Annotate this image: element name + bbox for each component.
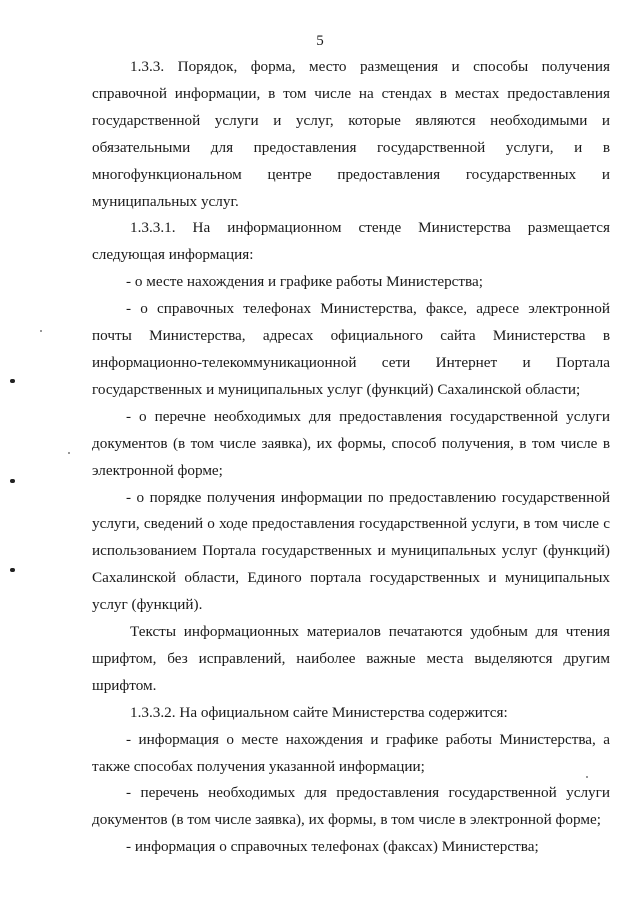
list-item-documents: - о перечне необходимых для предоставления государственной услуги документов (в том числе заявка), их формы, способ получения, в том числе в электронной форме; xyxy=(92,407,610,479)
list-item-site-documents: - перечень необходимых для предоставления государственной услуги документов (в том числе заявка), их формы, в том числе в электронной форме; xyxy=(92,784,610,829)
list-item-site-phones: - информация о справочных телефонах (факсах) Министерства; xyxy=(126,838,539,856)
scan-speck xyxy=(586,776,588,778)
paragraph-1-3-3-2: 1.3.3.2. На официальном сайте Министерства содержится: xyxy=(130,703,508,721)
scan-speck xyxy=(68,452,70,454)
scan-speck xyxy=(40,330,42,332)
page-number: 5 xyxy=(316,33,324,49)
list-item-phones: - о справочных телефонах Министерства, факсе, адресе электронной почты Министерства, адресах официального сайта Министерства в информационно-телекоммуникационной сети Интернет и Портала государственных и муниципальных услуг (функций) Сахалинской области; xyxy=(92,300,610,398)
paragraph-1-3-3: 1.3.3. Порядок, форма, место размещения и способы получения справочной информации, в том числе на стендах в местах предоставления государственной услуги и услуг, которые являются необходимыми и обязательными для предоставления государственной услуги, и в многофункциональном центре предоставления государственных и муниципальных услуг. xyxy=(92,58,610,210)
scan-mark xyxy=(10,479,15,483)
document-body xyxy=(92,54,610,861)
list-item-site-location: - информация о месте нахождения и графике работы Министерства, а также способах получения указанной информации; xyxy=(92,730,610,775)
paragraph-texts-note: Тексты информационных материалов печатаются удобным для чтения шрифтом, без исправлений, наиболее важные места выделяются другим шрифтом. xyxy=(92,623,610,694)
list-item-procedure: - о порядке получения информации по предоставлению государственной услуги, сведений о ходе предоставления государственной услуги, в том числе с использованием Портала государственных и муниципальных услуг (функций) Сахалинской области, Единого портала государственных и муниципальных услуг (функций). xyxy=(92,488,610,614)
scan-mark xyxy=(10,379,15,383)
list-item-location: - о месте нахождения и графике работы Министерства; xyxy=(126,273,483,291)
paragraph-1-3-3-1: 1.3.3.1. На информационном стенде Министерства размещается следующая информация: xyxy=(92,219,610,264)
scan-mark xyxy=(10,568,15,572)
